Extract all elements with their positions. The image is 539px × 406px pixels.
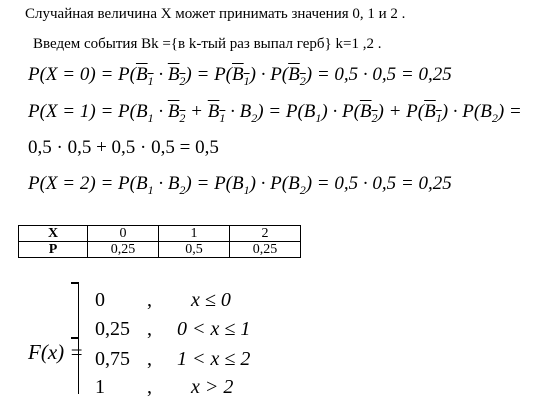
piecewise-row: 1 , x > 2 <box>95 376 234 398</box>
table-cell: 0,25 <box>88 242 159 258</box>
table-row <box>19 242 301 258</box>
piecewise-row: 0,25 , 0 < x ≤ 1 <box>95 318 251 340</box>
piecewise-row: 0 , x ≤ 0 <box>95 289 231 311</box>
table-cell: 0,5 <box>159 242 230 258</box>
piecewise-brace <box>78 282 87 394</box>
table-cell: 1 <box>159 226 230 242</box>
event-definition: Введем события Bk ={в k-тый раз выпал герб} k=1 ,2 . <box>33 36 382 52</box>
intro-text: Случайная величина X может принимать значения 0, 1 и 2 . <box>25 6 406 22</box>
table-row <box>19 226 301 242</box>
table-header-x: X <box>19 226 88 242</box>
table-cell: 0 <box>88 226 159 242</box>
piecewise-row: 0,75 , 1 < x ≤ 2 <box>95 348 251 370</box>
distribution-table <box>18 225 301 258</box>
table-cell: 2 <box>230 226 301 242</box>
table-cell: 0,25 <box>230 242 301 258</box>
distribution-function-label: F(x) = <box>28 340 84 364</box>
equation-p-x-2: $P(X = 2) = P(B_1 \cdot B_2) = P(B_1) \cdot P(B_2) = 0,5 \cdot 0,5 = 0,25$ <box>28 173 452 197</box>
equation-p-x-1: $P(X = 1) = P(B_1 \cdot B_2 + B_1 \cdot B_2) = P(B_1) \cdot P(B_2) + P(B_1) \cdot P(B_2)$ = <box>28 101 522 125</box>
equation-p-x-1-result: 0,5 · 0,5 + 0,5 · 0,5 = 0,5 <box>28 137 219 158</box>
table-header-p: P <box>19 242 88 258</box>
equation-p-x-0: $P(X = 0) = P(B_1 \cdot B_2) = P(B_1) \cdot P(B_2) = 0,5 \cdot 0,5 = 0,25$ <box>28 64 452 88</box>
